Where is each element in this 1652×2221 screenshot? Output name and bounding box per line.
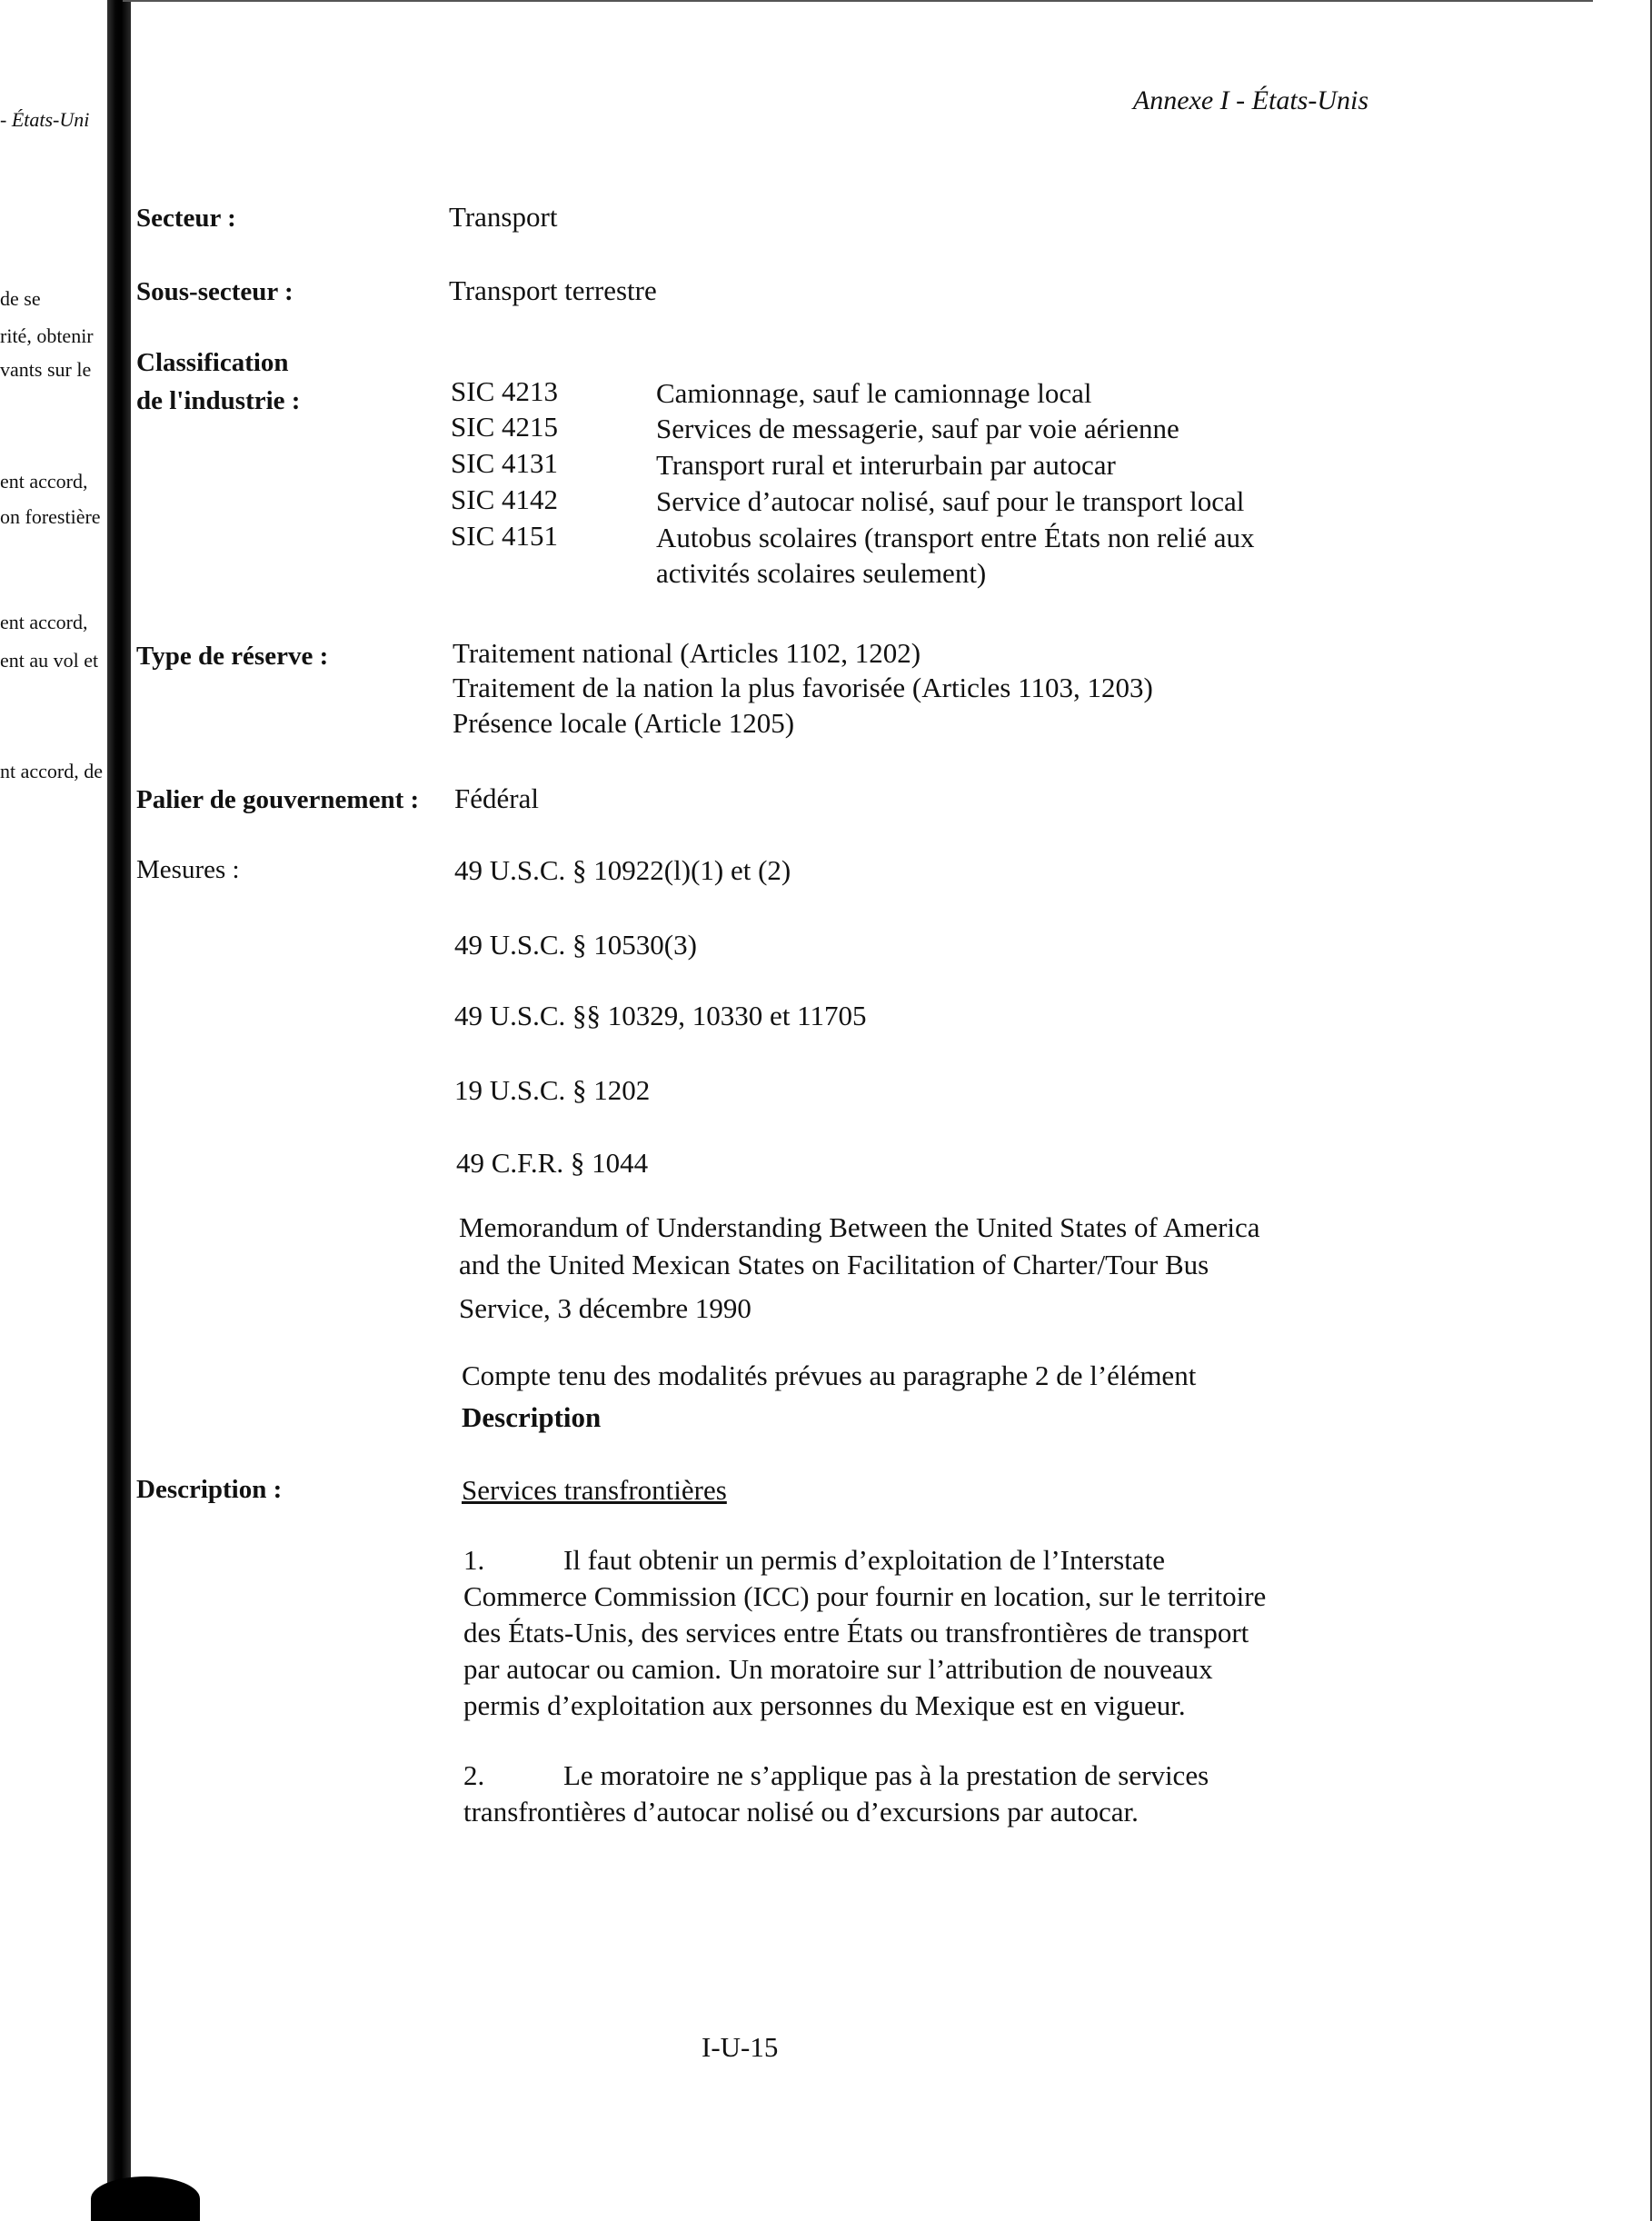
para-line: permis d’exploitation aux personnes du Mexique est en vigueur. [463, 1689, 1186, 1721]
sic-desc [656, 520, 1255, 591]
para-line: par autocar ou camion. Un moratoire sur l’attribution de nouveaux [463, 1653, 1213, 1685]
prev-line: on forestière [0, 505, 101, 528]
sic-row [451, 411, 1179, 446]
mesure-item: 19 U.S.C. § 1202 [454, 1074, 651, 1106]
sic-desc-line: Autobus scolaires (transport entre États non relié aux [656, 522, 1255, 553]
sic-code: SIC 4151 [451, 520, 558, 552]
book-spine-base [91, 2176, 200, 2221]
prev-line: ent accord, [0, 611, 88, 633]
page-top-edge [123, 0, 1593, 2]
sic-desc-line: activités scolaires seulement) [656, 557, 987, 589]
classification-label-2: de l'industrie : [136, 386, 301, 415]
book-spine [107, 0, 131, 2221]
sic-row [451, 520, 1255, 591]
para-line: Le moratoire ne s’applique pas à la prestation de services [563, 1759, 1209, 1791]
sic-code: SIC 4142 [451, 483, 558, 515]
secteur-value: Transport [449, 201, 558, 233]
page-number: I-U-15 [702, 2031, 779, 2063]
type-reserve-label: Type de réserve : [136, 642, 329, 671]
classification-label: Classification [136, 348, 289, 377]
mesure-item: 49 C.F.R. § 1044 [456, 1147, 649, 1179]
sic-row [451, 483, 1244, 519]
sous-secteur-label: Sous-secteur : [136, 277, 294, 306]
prev-line: nt accord, de [0, 760, 103, 782]
mesures-label: Mesures : [136, 855, 240, 884]
prev-line: - États-Uni [0, 108, 90, 131]
running-header: Annexe I - États-Unis [1132, 85, 1368, 115]
sic-desc: Service d’autocar nolisé, sauf pour le transport local [656, 485, 1245, 517]
para-line: Commerce Commission (ICC) pour fournir en location, sur le territoire [463, 1580, 1267, 1612]
compte-bold: Description [462, 1401, 602, 1433]
previous-page-fragment [0, 0, 107, 909]
sic-row [451, 375, 1091, 411]
prev-line: ent au vol et [0, 649, 99, 672]
prev-line: ent accord, [0, 470, 88, 493]
para-line: des États-Unis, des services entre États ou transfrontières de transport [463, 1617, 1249, 1648]
type-reserve-line: Traitement national (Articles 1102, 1202) [453, 637, 921, 669]
memo-line: and the United Mexican States on Facilitation of Charter/Tour Bus [459, 1249, 1209, 1280]
prev-line: vants sur le [0, 358, 92, 381]
description-para-2 [463, 1758, 1209, 1830]
sic-desc: Services de messagerie, sauf par voie aérienne [656, 413, 1179, 444]
mesure-item: 49 U.S.C. § 10530(3) [454, 929, 697, 961]
sic-desc: Camionnage, sauf le camionnage local [656, 377, 1092, 409]
mesure-item: 49 U.S.C. § 10922(l)(1) et (2) [454, 854, 791, 886]
para-line: Il faut obtenir un permis d’exploitation de l’Interstate [563, 1544, 1165, 1576]
para-number: 2. [463, 1759, 485, 1791]
sic-desc: Transport rural et interurbain par autocar [656, 449, 1116, 481]
description-para-1 [463, 1542, 1266, 1724]
description-heading: Services transfrontières [462, 1474, 727, 1506]
prev-line: rité, obtenir [0, 324, 94, 347]
compte-line: Compte tenu des modalités prévues au paragraphe 2 de l’élément [462, 1359, 1197, 1391]
type-reserve-line: Présence locale (Article 1205) [453, 707, 795, 739]
memo-line: Service, 3 décembre 1990 [459, 1292, 751, 1324]
sic-code: SIC 4215 [451, 411, 558, 443]
prev-line: de se [0, 287, 41, 310]
palier-value: Fédéral [454, 782, 539, 814]
sic-code: SIC 4131 [451, 447, 558, 479]
sous-secteur-value: Transport terrestre [449, 274, 657, 306]
sic-code: SIC 4213 [451, 375, 558, 407]
description-label: Description : [136, 1475, 283, 1504]
type-reserve-line: Traitement de la nation la plus favorisée (Articles 1103, 1203) [453, 672, 1153, 703]
palier-label: Palier de gouvernement : [136, 785, 420, 814]
mesure-item: 49 U.S.C. §§ 10329, 10330 et 11705 [454, 1000, 867, 1031]
secteur-label: Secteur : [136, 204, 236, 233]
para-number: 1. [463, 1544, 485, 1576]
para-line: transfrontières d’autocar nolisé ou d’excursions par autocar. [463, 1796, 1139, 1828]
sic-row [451, 447, 1116, 483]
memo-line: Memorandum of Understanding Between the United States of America [459, 1211, 1260, 1243]
